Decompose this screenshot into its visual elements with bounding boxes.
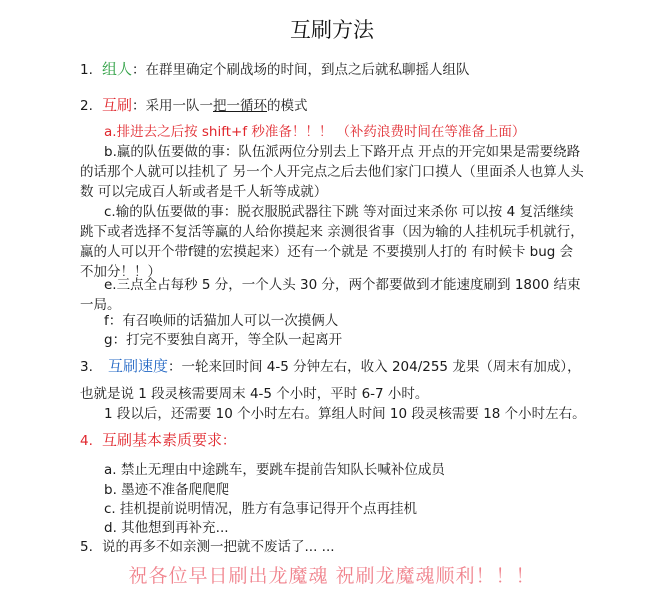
section-4-item-b: b. 墨迹不准备爬爬爬 (104, 482, 230, 498)
page-title: 互刷方法 (290, 18, 374, 42)
section-1-number: 1. (80, 62, 93, 78)
section-2-item-a (104, 123, 525, 141)
section-2-underline: 把一循环 (213, 98, 268, 114)
item-a-prefix: a. (104, 124, 117, 140)
section-2-text: 采用一队一 (145, 98, 214, 114)
section-2-number: 2. (80, 98, 93, 114)
section-4-item-d: d. 其他想到再补充... (104, 520, 229, 536)
item-a-red-text: 排进去之后按 shift+f 秒准备！！！ (116, 124, 333, 140)
section-3-number: 3. (80, 359, 93, 375)
section-3-text: 一轮来回时间 4-5 分钟左右，收入 204/255 龙果（周末有加成）， (181, 359, 581, 375)
closing-wishes: 祝各位早日刷出龙魔魂 祝刷龙魔魂顺利！！！ (128, 565, 536, 587)
section-2 (80, 96, 308, 115)
section-3-line-2: 也就是说 1 段灵核需要周末 4-5 个小时，平时 6-7 小时。 (80, 386, 429, 402)
section-5 (80, 538, 335, 556)
item-a-red-paren: （补药浪费时间在等准备上面） (336, 124, 526, 140)
section-2-text-after: 的模式 (267, 98, 308, 114)
section-1-label: 组人 (102, 60, 133, 78)
section-4-number: 4. (80, 433, 93, 449)
section-2-item-f: f：有召唤师的话猫加人可以一次摸俩人 (104, 313, 339, 329)
section-1-text: 在群里确定个刷战场的时间，到点之后就私聊摇人组队 (145, 62, 470, 78)
section-2-item-e: e.三点全占每秒 5 分，一个人头 30 分，两个都要做到才能速度刷到 1800 结束一局。 (80, 277, 581, 313)
section-5-number: 5. (80, 539, 93, 555)
section-4-item-c: c. 挂机提前说明情况，胜方有急事记得开个点再挂机 (104, 501, 418, 517)
section-2-item-g: g：打完不要独自离开，等全队一起离开 (104, 332, 343, 348)
section-3-label: 互刷速度 (108, 357, 169, 375)
section-5-text: 说的再多不如亲测一把就不废话了... ... (102, 539, 335, 555)
section-2-colon: ： (132, 98, 146, 114)
section-1 (80, 60, 470, 79)
section-1-colon: ： (132, 62, 146, 78)
section-2-label: 互刷 (102, 96, 133, 114)
section-3 (80, 357, 581, 376)
section-4-label: 互刷基本素质要求 (102, 431, 223, 449)
section-3-colon: ： (168, 359, 182, 375)
section-4-item-a: a. 禁止无理由中途跳车，要跳车提前告知队长喊补位成员 (104, 462, 445, 478)
section-2-item-c: c.输的队伍要做的事：脱衣服脱武器往下跳 等对面过来杀你 可以按 4 复活继续跳下或者选择不复活等赢的人给你摸起来 亲测很省事（因为输的人挂机玩手机就行，赢的人可以开个带f键的宏摸起来）还有一个就是 不要摸别人打的 有时候卡 bug 会不加分！！） (80, 204, 584, 280)
section-4-colon: ： (222, 433, 236, 449)
section-2-item-b: b.赢的队伍要做的事：队伍派两位分别去上下路开点 开点的开完如果是需要绕路的话那个人就可以挂机了 另一个人开完点之后去他们家门口摸人（里面杀人也算人头数 可以完成百人斩或者是千人斩等成就） (80, 144, 584, 200)
section-3-line-3: 1 段以后，还需要 10 个小时左右。算组人时间 10 段灵核需要 18 个小时左右。 (104, 406, 586, 422)
section-4 (80, 431, 236, 450)
